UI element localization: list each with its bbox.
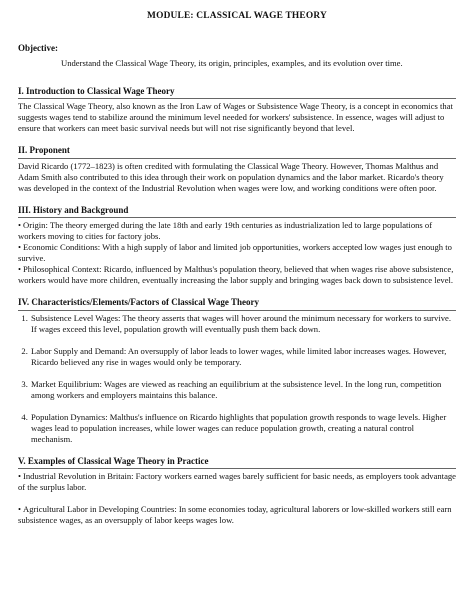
list-item: 1. Subsistence Level Wages: The theory asserts that wages will hover around the minimum necessary for workers to survive. If wages exceed this level, population growth will eventually push them back down.: [30, 313, 456, 335]
section-heading: V. Examples of Classical Wage Theory in Practice: [18, 456, 456, 470]
objective-label: Objective:: [18, 43, 58, 54]
section-heading: I. Introduction to Classical Wage Theory: [18, 86, 456, 100]
section-heading: IV. Characteristics/Elements/Factors of Classical Wage Theory: [18, 297, 456, 311]
list-item: 3. Market Equilibrium: Wages are viewed as reaching an equilibrium at the subsistence level. In the long run, competition among workers and employers maintains this balance.: [30, 379, 456, 401]
bullet-marker: •: [18, 220, 22, 231]
bullet-item: [18, 242, 456, 264]
section-heading: III. History and Background: [18, 205, 456, 219]
bullet-marker: •: [18, 471, 22, 482]
bullet-item: [18, 220, 456, 242]
list-item: 4. Population Dynamics: Malthus's influence on Ricardo highlights that population growth responds to wage levels. Higher wages lead to population increases, while lower wages can reduce population growth, creating a natural control mechanism.: [30, 412, 456, 445]
bullet-item: [18, 264, 456, 286]
objective-text: Understand the Classical Wage Theory, its origin, principles, examples, and its evolution over time.: [61, 57, 403, 68]
list-item: 2. Labor Supply and Demand: An oversupply of labor leads to lower wages, while limited labor increases wages. However, Ricardo believed any rise in wages would only be temporary.: [30, 346, 456, 368]
section-paragraph: David Ricardo (1772–1823) is often credited with formulating the Classical Wage Theory. However, Thomas Malthus and Adam Smith also contributed to this idea through their work on population dynamics and the labor market. Ricardo's theory was developed in the context of the Industrial Revolution when wages were low, and working conditions were often poor.: [18, 160, 444, 193]
section-characteristics: [18, 297, 456, 445]
bullet-text: Industrial Revolution in Britain: Factory workers earned wages barely sufficient for basic needs, as employers took advantage of the surplus labor.: [18, 471, 456, 493]
objective-block: [18, 43, 456, 69]
section-heading: II. Proponent: [18, 145, 456, 159]
section-examples: [18, 456, 456, 527]
bullet-item: [18, 471, 456, 493]
bullet-text: Origin: The theory emerged during the late 18th and early 19th centuries as industrialization led to large populations of workers moving to cities for factory jobs.: [18, 220, 433, 242]
bullet-text: Agricultural Labor in Developing Countries: In some economies today, agricultural laborers or low-skilled workers still earn subsistence wages, as an oversupply of labor keeps wages low.: [18, 504, 452, 526]
bullet-marker: •: [18, 242, 22, 253]
bullet-item: [18, 504, 456, 526]
bullet-marker: •: [18, 264, 22, 275]
bullet-text: Philosophical Context: Ricardo, influenced by Malthus's population theory, believed that when wages rise above subsistence, workers would have more children, eventually increasing the labor supply and bringing wages back down to subsistence level.: [18, 264, 454, 286]
module-title: MODULE: CLASSICAL WAGE THEORY: [147, 11, 327, 21]
bullet-marker: •: [18, 504, 22, 515]
section-paragraph: The Classical Wage Theory, also known as the Iron Law of Wages or Subsistence Wage Theory, is a concept in economics that suggests wages tend to stabilize around the minimum level needed for workers' subsistence. In essence, wages will adjust to ensure that workers can meet basic survival needs but will not rise significantly beyond that level.: [18, 101, 453, 134]
numbered-list: [18, 313, 456, 445]
section-introduction: [18, 86, 456, 135]
section-history: [18, 205, 456, 287]
section-proponent: [18, 145, 456, 194]
bullet-text: Economic Conditions: With a high supply of labor and limited job opportunities, workers accepted low wages just enough to survive.: [18, 242, 452, 264]
